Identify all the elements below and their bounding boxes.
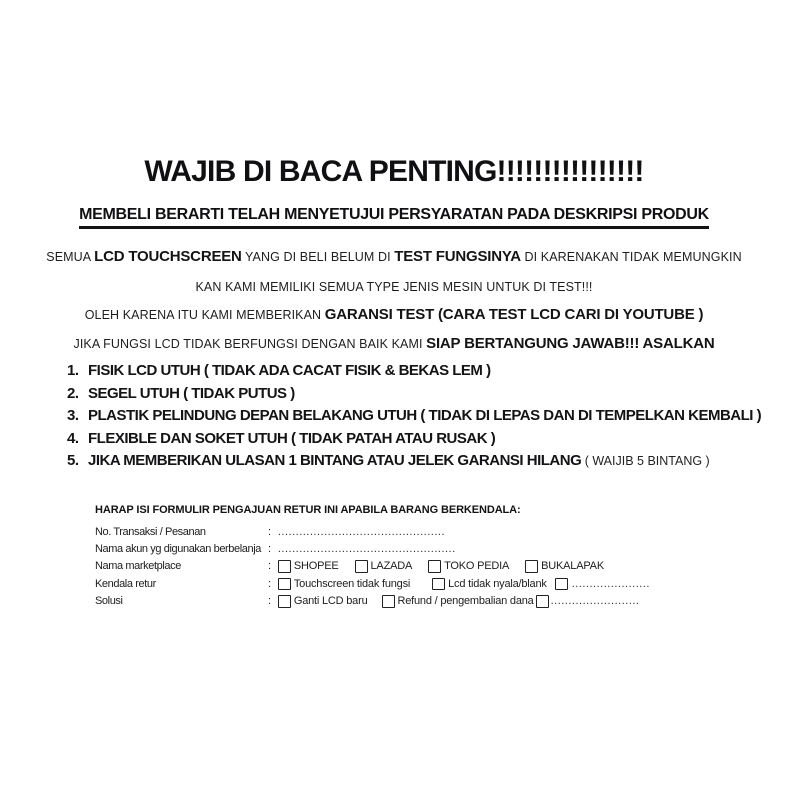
condition-item bbox=[67, 360, 773, 383]
checkbox-lazada[interactable] bbox=[355, 560, 368, 573]
checkbox-solusi-lainnya[interactable] bbox=[536, 595, 549, 608]
checkbox-label: Touchscreen tidak fungsi bbox=[293, 577, 411, 590]
checkbox-kendala-lainnya[interactable] bbox=[555, 578, 568, 591]
intro-text: YANG DI BELI BELUM DI bbox=[241, 250, 395, 264]
condition-item bbox=[67, 405, 773, 428]
checkbox-shopee[interactable] bbox=[278, 560, 291, 573]
form-row-kendala bbox=[95, 575, 788, 592]
condition-item bbox=[67, 428, 773, 451]
checkbox-touchscreen-tidak-fungsi[interactable] bbox=[278, 578, 291, 591]
dotted-line: .................................................. bbox=[277, 543, 456, 556]
conditions-list bbox=[67, 360, 773, 473]
kendala-option-touchscreen bbox=[278, 578, 410, 591]
intro-text: JIKA FUNGSI LCD TIDAK BERFUNGSI DENGAN BAIK KAMI bbox=[73, 337, 427, 351]
solusi-option-refund bbox=[382, 595, 534, 608]
form-label: Kendala retur bbox=[95, 577, 156, 590]
condition-number: 2. bbox=[67, 384, 79, 402]
intro-line-1 bbox=[0, 247, 788, 267]
condition-text bbox=[88, 450, 768, 473]
checkbox-label: Lcd tidak nyala/blank bbox=[448, 577, 547, 590]
kendala-option-lcd bbox=[432, 578, 547, 591]
checkbox-label: BUKALAPAK bbox=[541, 560, 604, 573]
colon: : bbox=[268, 577, 271, 590]
checkbox-ganti-lcd-baru[interactable] bbox=[278, 595, 291, 608]
condition-text: SEGEL UTUH ( TIDAK PUTUS ) bbox=[88, 384, 295, 402]
intro-line-3 bbox=[0, 305, 788, 325]
dotted-line: ...................... bbox=[571, 577, 650, 590]
checkbox-bukalapak[interactable] bbox=[525, 560, 538, 573]
dotted-line: ............................................... bbox=[277, 525, 445, 538]
intro-line-4 bbox=[0, 334, 788, 354]
intro-bold-text: LCD TOUCHSCREEN bbox=[94, 248, 242, 265]
checkbox-label: TOKO PEDIA bbox=[444, 560, 510, 573]
condition-number: 5. bbox=[67, 452, 79, 470]
checkbox-label: Ganti LCD baru bbox=[293, 595, 368, 608]
colon: : bbox=[268, 595, 271, 608]
condition-item bbox=[67, 383, 773, 406]
intro-line-2 bbox=[0, 277, 788, 297]
retur-form-section bbox=[95, 503, 788, 610]
condition-number: 4. bbox=[67, 429, 79, 447]
solusi-option-ganti bbox=[278, 595, 368, 608]
intro-text: SEMUA bbox=[46, 250, 95, 264]
condition-number: 1. bbox=[67, 362, 79, 379]
checkbox-label: LAZADA bbox=[370, 560, 413, 573]
colon: : bbox=[268, 560, 271, 573]
marketplace-option-lazada bbox=[355, 560, 413, 573]
checkbox-label: Refund / pengembalian dana bbox=[397, 595, 534, 608]
condition-item bbox=[67, 450, 773, 473]
agreement-heading-row bbox=[0, 206, 788, 229]
intro-text: KAN KAMI MEMILIKI SEMUA TYPE JENIS MESIN UNTUK DI TEST!!! bbox=[195, 280, 593, 294]
intro-text: OLEH KARENA ITU KAMI MEMBERIKAN bbox=[84, 308, 325, 322]
condition-text: FISIK LCD UTUH ( TIDAK ADA CACAT FISIK & BEKAS LEM ) bbox=[88, 362, 491, 379]
condition-text: PLASTIK PELINDUNG DEPAN BELAKANG UTUH ( TIDAK DI LEPAS DAN DI TEMPELKAN KEMBALI ) bbox=[88, 407, 762, 425]
checkbox-lcd-tidak-nyala[interactable] bbox=[432, 578, 445, 591]
marketplace-option-tokopedia bbox=[428, 560, 509, 573]
agreement-heading: MEMBELI BERARTI TELAH MENYETUJUI PERSYARATAN PADA DESKRIPSI PRODUK bbox=[79, 206, 709, 229]
intro-bold-text: SIAP BERTANGUNG JAWAB!!! ASALKAN bbox=[426, 335, 715, 352]
form-label: Nama marketplace bbox=[95, 560, 181, 573]
form-header: HARAP ISI FORMULIR PENGAJUAN RETUR INI APABILA BARANG BERKENDALA: bbox=[95, 504, 521, 516]
form-row-akun bbox=[95, 540, 788, 557]
form-row-transaksi bbox=[95, 523, 788, 540]
form-label: No. Transaksi / Pesanan bbox=[95, 525, 206, 538]
marketplace-option-bukalapak bbox=[525, 560, 604, 573]
page-title: WAJIB DI BACA PENTING!!!!!!!!!!!!!!!! bbox=[144, 155, 644, 188]
colon: : bbox=[268, 543, 271, 556]
condition-text-main: JIKA MEMBERIKAN ULASAN 1 BINTANG ATAU JELEK GARANSI HILANG bbox=[88, 452, 582, 470]
checkbox-tokopedia[interactable] bbox=[428, 560, 441, 573]
condition-text: FLEXIBLE DAN SOKET UTUH ( TIDAK PATAH ATAU RUSAK ) bbox=[88, 429, 496, 447]
dotted-line: ......................... bbox=[550, 595, 640, 608]
marketplace-option-shopee bbox=[278, 560, 339, 573]
intro-bold-text: TEST FUNGSINYA bbox=[394, 248, 521, 265]
intro-text: DI KARENAKAN TIDAK MEMUNGKIN bbox=[520, 250, 742, 264]
colon: : bbox=[268, 525, 271, 538]
form-label: Solusi bbox=[95, 595, 123, 608]
form-label: Nama akun yg digunakan berbelanja bbox=[95, 543, 261, 556]
intro-bold-text: GARANSI TEST (CARA TEST LCD CARI DI YOUTUBE ) bbox=[324, 306, 704, 323]
checkbox-label: SHOPEE bbox=[293, 560, 339, 573]
condition-note: ( WAIJIB 5 BINTANG ) bbox=[581, 454, 710, 469]
form-row-solusi bbox=[95, 593, 788, 610]
form-row-marketplace bbox=[95, 558, 788, 575]
checkbox-refund[interactable] bbox=[382, 595, 395, 608]
condition-number: 3. bbox=[67, 407, 79, 425]
